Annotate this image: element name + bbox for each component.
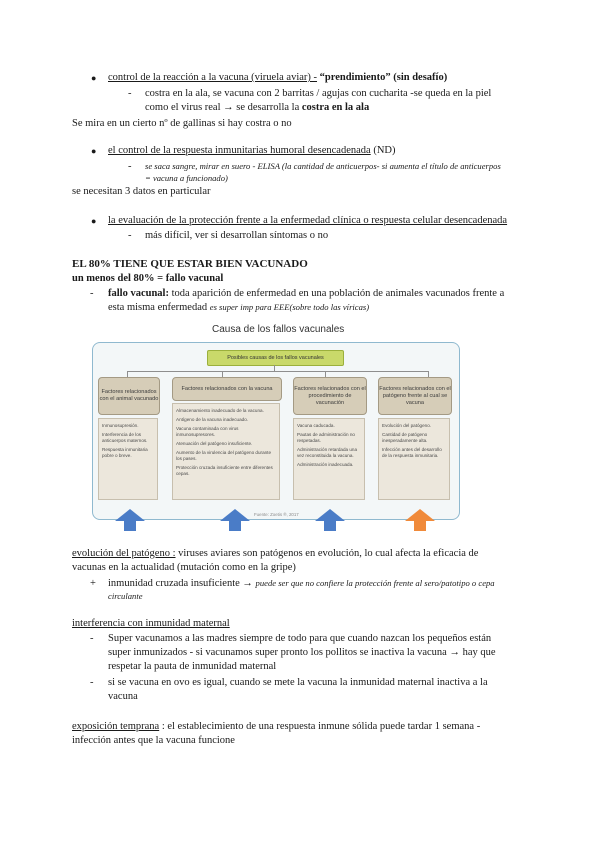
list-item: Protección cruzada insuficiente entre diferentes cepas.	[176, 465, 273, 476]
sub-line-2a: se saca sangre, mirar en suero - ELISA (la cantidad de anticuerpos- si aumenta el título de anticuerpos	[145, 161, 501, 171]
col-body-procedure	[293, 418, 365, 500]
list-item: Evolución del patógeno.	[382, 423, 432, 428]
item-protection-eval: la evaluación de la protección frente a la enfermedad clínica o respuesta celular desencadenada	[108, 215, 508, 226]
dash-6a: -	[90, 633, 94, 644]
cross-immunity-line: inmunidad cruzada insuficiente → puede ser que no confiere la protección frente al sero/patotipo o cepa	[108, 578, 495, 589]
list-item: Interferencia de los anticuerpos maternos.	[102, 432, 148, 443]
list-item: Administración retardada una vez reconstituida la vacuna.	[297, 447, 358, 458]
maternal-item2-line1: si se vacuna en ovo es igual, cuando se mete la vacuna la inmunidad maternal inactiva a la	[108, 677, 488, 688]
up-arrow-icon	[220, 509, 250, 531]
list-item: Vacuna caducada.	[297, 423, 335, 428]
list-item: Administración inadecuada.	[297, 462, 354, 467]
list-item: Atenuación del patógeno insuficiente.	[176, 441, 253, 446]
list-item: Aumento de la virulencia del patógeno durante los pases.	[176, 450, 272, 461]
list-item: Vacuna contaminada con virus inmunosupresores.	[176, 426, 239, 437]
evolution-line-1: evolución del patógeno : viruses aviares son patógenos en evolución, lo cual afecta la eficacia de	[72, 548, 479, 559]
cross-immunity-line-2: circulante	[108, 591, 143, 601]
plus-sign: +	[90, 578, 96, 589]
early-exposure-line-2: infección antes que la vacuna funcione	[72, 735, 235, 746]
dash-2: -	[128, 161, 132, 172]
bullet-1: ●	[91, 73, 97, 83]
list-item: Antígeno de la vacuna inadecuado.	[176, 417, 249, 422]
up-arrow-icon	[315, 509, 345, 531]
list-item: Pautas de administración no respetadas.	[297, 432, 355, 443]
def-line-2: esta misma enfermedad es super imp para EEE(sobre todo las víricas)	[108, 302, 370, 313]
up-arrow-icon	[405, 509, 435, 531]
list-item: Almacenamiento inadecuado de la vacuna.	[176, 408, 264, 413]
maternal-item1-line3: respetar la pauta de inmunidad maternal	[108, 661, 277, 672]
sub-line-3a: más difícil, ver si desarrollan síntomas o no	[145, 230, 329, 241]
col-head-animal: Factores relacionados con el animal vacunado	[98, 377, 160, 415]
sub-line-2b: = vacuna a funcionado)	[145, 173, 228, 183]
bullet-3: ●	[91, 216, 97, 226]
list-item: Infección antes del desarrollo de la respuesta inmunitaria.	[382, 447, 442, 458]
col-body-pathogen	[378, 418, 450, 500]
up-arrow-icon	[115, 509, 145, 531]
col-head-procedure: Factores relacionados con el procedimiento de vacunación	[293, 377, 367, 415]
note-2: se necesitan 3 datos en particular	[72, 186, 211, 197]
dash-6b: -	[90, 677, 94, 688]
item-humoral-control: el control de la respuesta inmunitarias humoral desencadenada (ND)	[108, 145, 396, 156]
evolution-line-2: vacunas en la actualidad (mutación como en la gripe)	[72, 562, 296, 573]
sub-line-1b: como el virus real → se desarrolla la costra en la ala	[145, 102, 370, 113]
maternal-item1-line2: super inmunizados - si vacunamos super pronto los pollitos se inactiva la vacuna → hay que	[108, 647, 496, 658]
col-head-pathogen: Factores relacionados con el patógeno frente al cual se vacuna	[378, 377, 452, 415]
figure-caption: Fuente: Zoetis ®, 2017	[254, 512, 299, 517]
subheading-fallo: un menos del 80% = fallo vacunal	[72, 273, 224, 284]
col-head-vaccine: Factores relacionados con la vacuna	[172, 377, 282, 401]
col-body-animal	[98, 418, 158, 500]
dash-1: -	[128, 88, 132, 99]
early-exposure-line-1: exposición temprana : el establecimiento de una respuesta inmune sólida puede tardar 1 semana -	[72, 721, 481, 732]
sub-line-1a: costra en la ala, se vacuna con 2 barritas / agujas con cucharita -se queda en la piel	[145, 88, 492, 99]
def-line-1: fallo vacunal: toda aparición de enfermedad en una población de animales vacunados frente a	[108, 288, 505, 299]
col-body-vaccine	[172, 403, 280, 500]
list-item: Respuesta inmunitaria pobre o breve.	[102, 447, 148, 458]
maternal-item2-line2: vacuna	[108, 691, 138, 702]
vaccine-failure-figure	[92, 342, 460, 520]
bullet-2: ●	[91, 146, 97, 156]
maternal-title: interferencia con inmunidad maternal	[72, 618, 230, 629]
list-item: Inmunosupresión.	[102, 423, 139, 428]
maternal-item1-line1: Super vacunamos a las madres siempre de todo para que cuando nazcan los pequeños están	[108, 633, 492, 644]
heading-80: EL 80% TIENE QUE ESTAR BIEN VACUNADO	[72, 258, 308, 270]
figure-title: Causa de los fallos vacunales	[212, 324, 345, 335]
figure-top-box: Posibles causas de los fallos vacunales	[207, 350, 344, 366]
note-1: Se mira en un cierto nº de gallinas si hay costra o no	[72, 118, 292, 129]
dash-4: -	[90, 288, 94, 299]
list-item: Cantidad de patógeno inesperadamente alta.	[382, 432, 428, 443]
item-reaction-control: control de la reacción a la vacuna (viruela aviar) - “prendimiento” (sin desafío)	[108, 72, 448, 83]
dash-3: -	[128, 230, 132, 241]
